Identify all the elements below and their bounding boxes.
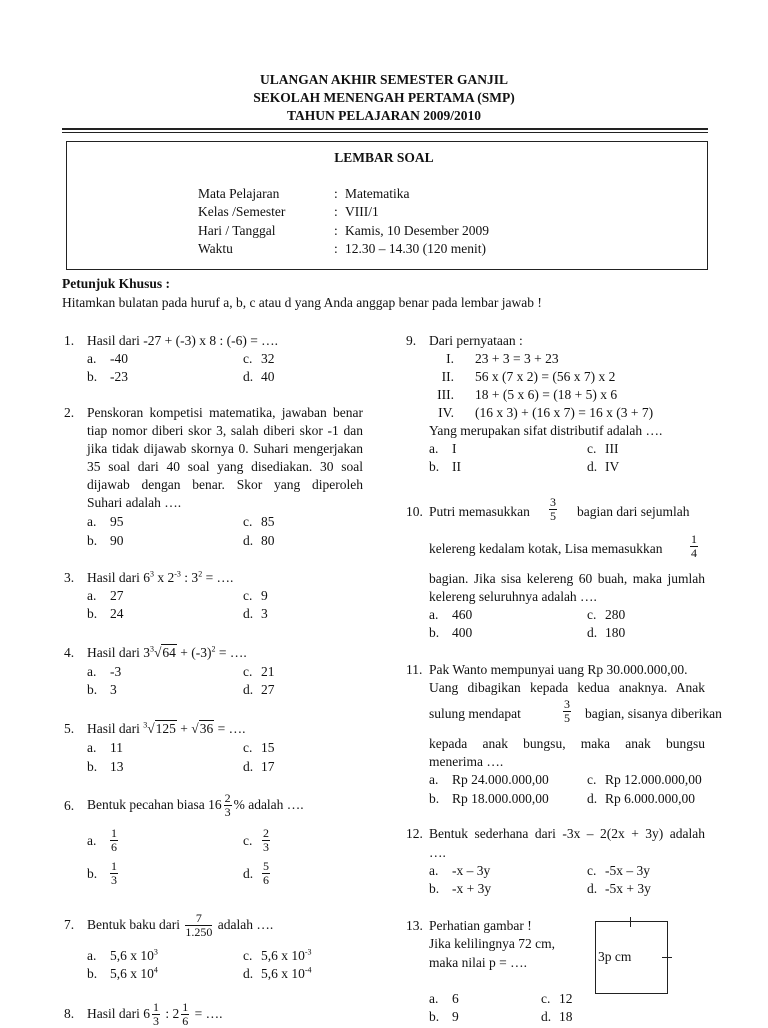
option-d: Rp 6.000.000,00 [605, 791, 696, 806]
question-text-line: bagian, sisanya diberikan [585, 706, 722, 721]
option-d: 3 [261, 606, 268, 621]
option-d: 180 [605, 625, 626, 640]
question-text-line: 35 soal dari 40 soal yang disediakan. 30 soal [87, 459, 363, 474]
option-b: 5,6 x $10^4$ [110, 965, 158, 981]
option-d-label: d. [541, 1009, 552, 1024]
info-value-date: Kamis, 10 Desember 2009 [345, 223, 489, 238]
info-label-date: Hari / Tanggal [198, 223, 276, 238]
option-c: 21 [261, 664, 275, 679]
tick-mark-right [662, 957, 672, 958]
statement-number: II. [441, 369, 454, 384]
option-b-label: b. [87, 606, 98, 621]
statement-text: 23 + 3 = 3 + 23 [475, 351, 559, 366]
option-a-label: a. [429, 607, 439, 622]
statement-number: III. [437, 387, 454, 402]
instructions-title: Petunjuk Khusus : [62, 276, 171, 291]
option-b: 3 [110, 682, 117, 697]
question-number: 2. [64, 405, 75, 420]
option-a-label: a. [429, 441, 439, 456]
question-text-line: Uang dibagikan kepada kedua anaknya. Anak [429, 680, 705, 695]
question-text-line: sulung mendapat [429, 706, 521, 721]
option-c: 9 [261, 588, 268, 603]
option-a: -40 [110, 351, 128, 366]
option-d-label: d. [243, 682, 254, 697]
figure-label: 3p cm [598, 949, 632, 964]
option-c-label: c. [587, 441, 597, 456]
question-number: 13. [406, 918, 423, 933]
option-d-label: d. [243, 533, 254, 548]
option-a-label: a. [87, 664, 97, 679]
question-number: 10. [406, 504, 423, 519]
option-c: 32 [261, 351, 275, 366]
option-b: II [452, 459, 461, 474]
question-text: Hasil dari $^3$√125 + √36 = …. [87, 720, 246, 736]
question-text-line: Putri memasukkan [429, 504, 530, 519]
question-number: 7. [64, 917, 75, 932]
option-d-label: d. [243, 759, 254, 774]
option-a-label: a. [87, 740, 97, 755]
question-text: Hasil dari $3^3√64 + (-3)^2$ = …. [87, 644, 247, 660]
option-a-label: a. [87, 514, 97, 529]
option-a-label: a. [87, 948, 97, 963]
option-d: 80 [261, 533, 275, 548]
question-text-line: …. [429, 845, 446, 860]
question-prompt: Yang merupakan sifat distributif adalah …. [429, 423, 663, 438]
option-a-label: a. [87, 833, 97, 848]
option-b-label: b. [87, 866, 98, 881]
question-text-line: kelereng seluruhnya adalah …. [429, 589, 597, 604]
question-text: Bentuk baku dari $\frac{7}{1.250}$ adalah …. [87, 911, 274, 940]
option-b-label: b. [87, 682, 98, 697]
option-c: 12 [559, 991, 573, 1006]
question-text: Hasil dari $6^3$ x $2^{-3}$ : $3^2$ = …. [87, 569, 234, 585]
header-divider-thick [62, 128, 708, 130]
question-number: 12. [406, 826, 423, 841]
option-c: 5,6 x $10^{-3}$ [261, 947, 312, 963]
question-number: 1. [64, 333, 75, 348]
fraction: $\frac{3}{5}$ [564, 697, 570, 725]
option-b-label: b. [429, 1009, 440, 1024]
question-text-line: bagian dari sejumlah [577, 504, 690, 519]
tick-mark-top [630, 917, 631, 927]
option-d-label: d. [243, 606, 254, 621]
question-text: Bentuk pecahan biasa 16 $\frac{2}{3}$ % adalah …. [87, 791, 304, 820]
option-a: 6 [452, 991, 459, 1006]
question-text: Hasil dari 6 $\frac{1}{3}$ : 2 $\frac{1}{6}$ = …. [87, 1000, 223, 1028]
option-a: $\frac{1}{6}$ [111, 826, 117, 854]
option-c-label: c. [541, 991, 551, 1006]
info-colon: : [334, 223, 338, 238]
option-b-label: b. [429, 625, 440, 640]
option-b-label: b. [87, 759, 98, 774]
question-text-line: kelereng kedalam kotak, Lisa memasukkan [429, 541, 663, 556]
option-a: 27 [110, 588, 124, 603]
info-label-time: Waktu [198, 241, 233, 256]
option-b-label: b. [429, 791, 440, 806]
option-d-label: d. [243, 866, 254, 881]
question-number: 5. [64, 721, 75, 736]
option-d-label: d. [587, 791, 598, 806]
question-number: 9. [406, 333, 417, 348]
option-a-label: a. [429, 772, 439, 787]
option-a-label: a. [429, 863, 439, 878]
option-c: 280 [605, 607, 626, 622]
option-d-label: d. [587, 459, 598, 474]
option-c-label: c. [243, 833, 253, 848]
fraction: $\frac{1}{4}$ [691, 532, 697, 560]
sheet-title: LEMBAR SOAL [334, 150, 434, 165]
question-text: Dari pernyataan : [429, 333, 523, 348]
question-text-line: bagian. Jika sisa kelereng 60 buah, maka jumlah [429, 571, 705, 586]
question-text-line: Bentuk sederhana dari -3x – 2(2x + 3y) adalah [429, 826, 705, 841]
option-a: 5,6 x $10^3$ [110, 947, 158, 963]
option-b-label: b. [87, 369, 98, 384]
option-d-label: d. [587, 625, 598, 640]
option-b-label: b. [429, 881, 440, 896]
question-text-line: Perhatian gambar ! [429, 918, 532, 933]
option-d: 27 [261, 682, 275, 697]
option-d: 40 [261, 369, 275, 384]
question-number: 3. [64, 570, 75, 585]
option-b: 90 [110, 533, 124, 548]
option-a: -3 [110, 664, 122, 679]
info-value-class: VIII/1 [345, 204, 379, 219]
info-label-subject: Mata Pelajaran [198, 186, 280, 201]
option-b: 13 [110, 759, 124, 774]
option-a-label: a. [87, 351, 97, 366]
question-text-line: Pak Wanto mempunyai uang Rp 30.000.000,00. [429, 662, 688, 677]
question-text: Hasil dari -27 + (-3) x 8 : (-6) = …. [87, 333, 279, 348]
header-line-2: SEKOLAH MENENGAH PERTAMA (SMP) [253, 90, 515, 105]
question-text-line: dijawab dengan benar. Skor yang diperoleh [87, 477, 363, 492]
question-text-line: tiap nomor diberi skor 3, salah diberi skor -1 dan [87, 423, 363, 438]
square-figure [595, 921, 668, 994]
option-a-label: a. [87, 588, 97, 603]
option-a: Rp 24.000.000,00 [452, 772, 549, 787]
statement-number: I. [446, 351, 454, 366]
question-text-line: maka nilai p = …. [429, 955, 527, 970]
option-c-label: c. [243, 740, 253, 755]
option-d: 5,6 x $10^{-4}$ [261, 965, 312, 981]
option-c: -5x – 3y [605, 863, 650, 878]
option-a: I [452, 441, 457, 456]
option-b-label: b. [429, 459, 440, 474]
option-b: -23 [110, 369, 128, 384]
option-c-label: c. [243, 351, 253, 366]
info-colon: : [334, 204, 338, 219]
info-value-subject: Matematika [345, 186, 410, 201]
option-c-label: c. [587, 863, 597, 878]
option-d: 18 [559, 1009, 573, 1024]
question-text-line: Jika kelilingnya 72 cm, [429, 936, 555, 951]
option-b: 24 [110, 606, 124, 621]
option-d: -5x + 3y [605, 881, 651, 896]
option-b: 400 [452, 625, 473, 640]
question-text-line: Suhari adalah …. [87, 495, 182, 510]
info-label-class: Kelas /Semester [198, 204, 286, 219]
option-d-label: d. [243, 369, 254, 384]
statement-text: (16 x 3) + (16 x 7) = 16 x (3 + 7) [475, 405, 654, 420]
option-b: $\frac{1}{3}$ [111, 859, 117, 887]
option-b-label: b. [87, 966, 98, 981]
option-c-label: c. [587, 772, 597, 787]
instructions-text: Hitamkan bulatan pada huruf a, b, c atau d yang Anda anggap benar pada lembar jawab ! [62, 295, 542, 310]
option-c: 15 [261, 740, 275, 755]
option-a: 11 [110, 740, 123, 755]
option-c: III [605, 441, 619, 456]
option-c-label: c. [243, 948, 253, 963]
question-text-line: kepada anak bungsu, maka anak bungsu [429, 736, 705, 751]
info-value-time: 12.30 – 14.30 (120 menit) [345, 241, 486, 256]
info-colon: : [334, 241, 338, 256]
question-text-line: Penskoran kompetisi matematika, jawaban benar [87, 405, 363, 420]
option-c-label: c. [243, 514, 253, 529]
option-d: 17 [261, 759, 275, 774]
option-d-label: d. [587, 881, 598, 896]
option-d-label: d. [243, 966, 254, 981]
question-number: 8. [64, 1006, 75, 1021]
question-number: 11. [406, 662, 423, 677]
statement-text: 56 x (7 x 2) = (56 x 7) x 2 [475, 369, 616, 384]
fraction: $\frac{3}{5}$ [550, 495, 556, 523]
question-text-line: menerima …. [429, 754, 504, 769]
option-c-label: c. [243, 588, 253, 603]
statement-number: IV. [438, 405, 454, 420]
header-divider-thin [62, 132, 708, 133]
statement-text: 18 + (5 x 6) = (18 + 5) x 6 [475, 387, 618, 402]
option-a: -x – 3y [452, 863, 491, 878]
question-text-line: jika tidak dijawab skornya 0. Suhari mengerjakan [87, 441, 363, 456]
option-d: IV [605, 459, 620, 474]
option-a-label: a. [429, 991, 439, 1006]
option-c: $\frac{2}{3}$ [263, 826, 269, 854]
question-number: 4. [64, 645, 75, 660]
info-colon: : [334, 186, 338, 201]
option-b: Rp 18.000.000,00 [452, 791, 549, 806]
option-c: 85 [261, 514, 275, 529]
option-c: Rp 12.000.000,00 [605, 772, 702, 787]
question-number: 6. [64, 798, 75, 813]
option-b-label: b. [87, 533, 98, 548]
option-a: 460 [452, 607, 473, 622]
header-line-1: ULANGAN AKHIR SEMESTER GANJIL [260, 72, 508, 87]
header-line-3: TAHUN PELAJARAN 2009/2010 [286, 108, 481, 123]
option-c-label: c. [243, 664, 253, 679]
option-c-label: c. [587, 607, 597, 622]
option-a: 95 [110, 514, 124, 529]
option-d: $\frac{5}{6}$ [263, 859, 269, 887]
option-b: 9 [452, 1009, 459, 1024]
option-b: -x + 3y [452, 881, 492, 896]
